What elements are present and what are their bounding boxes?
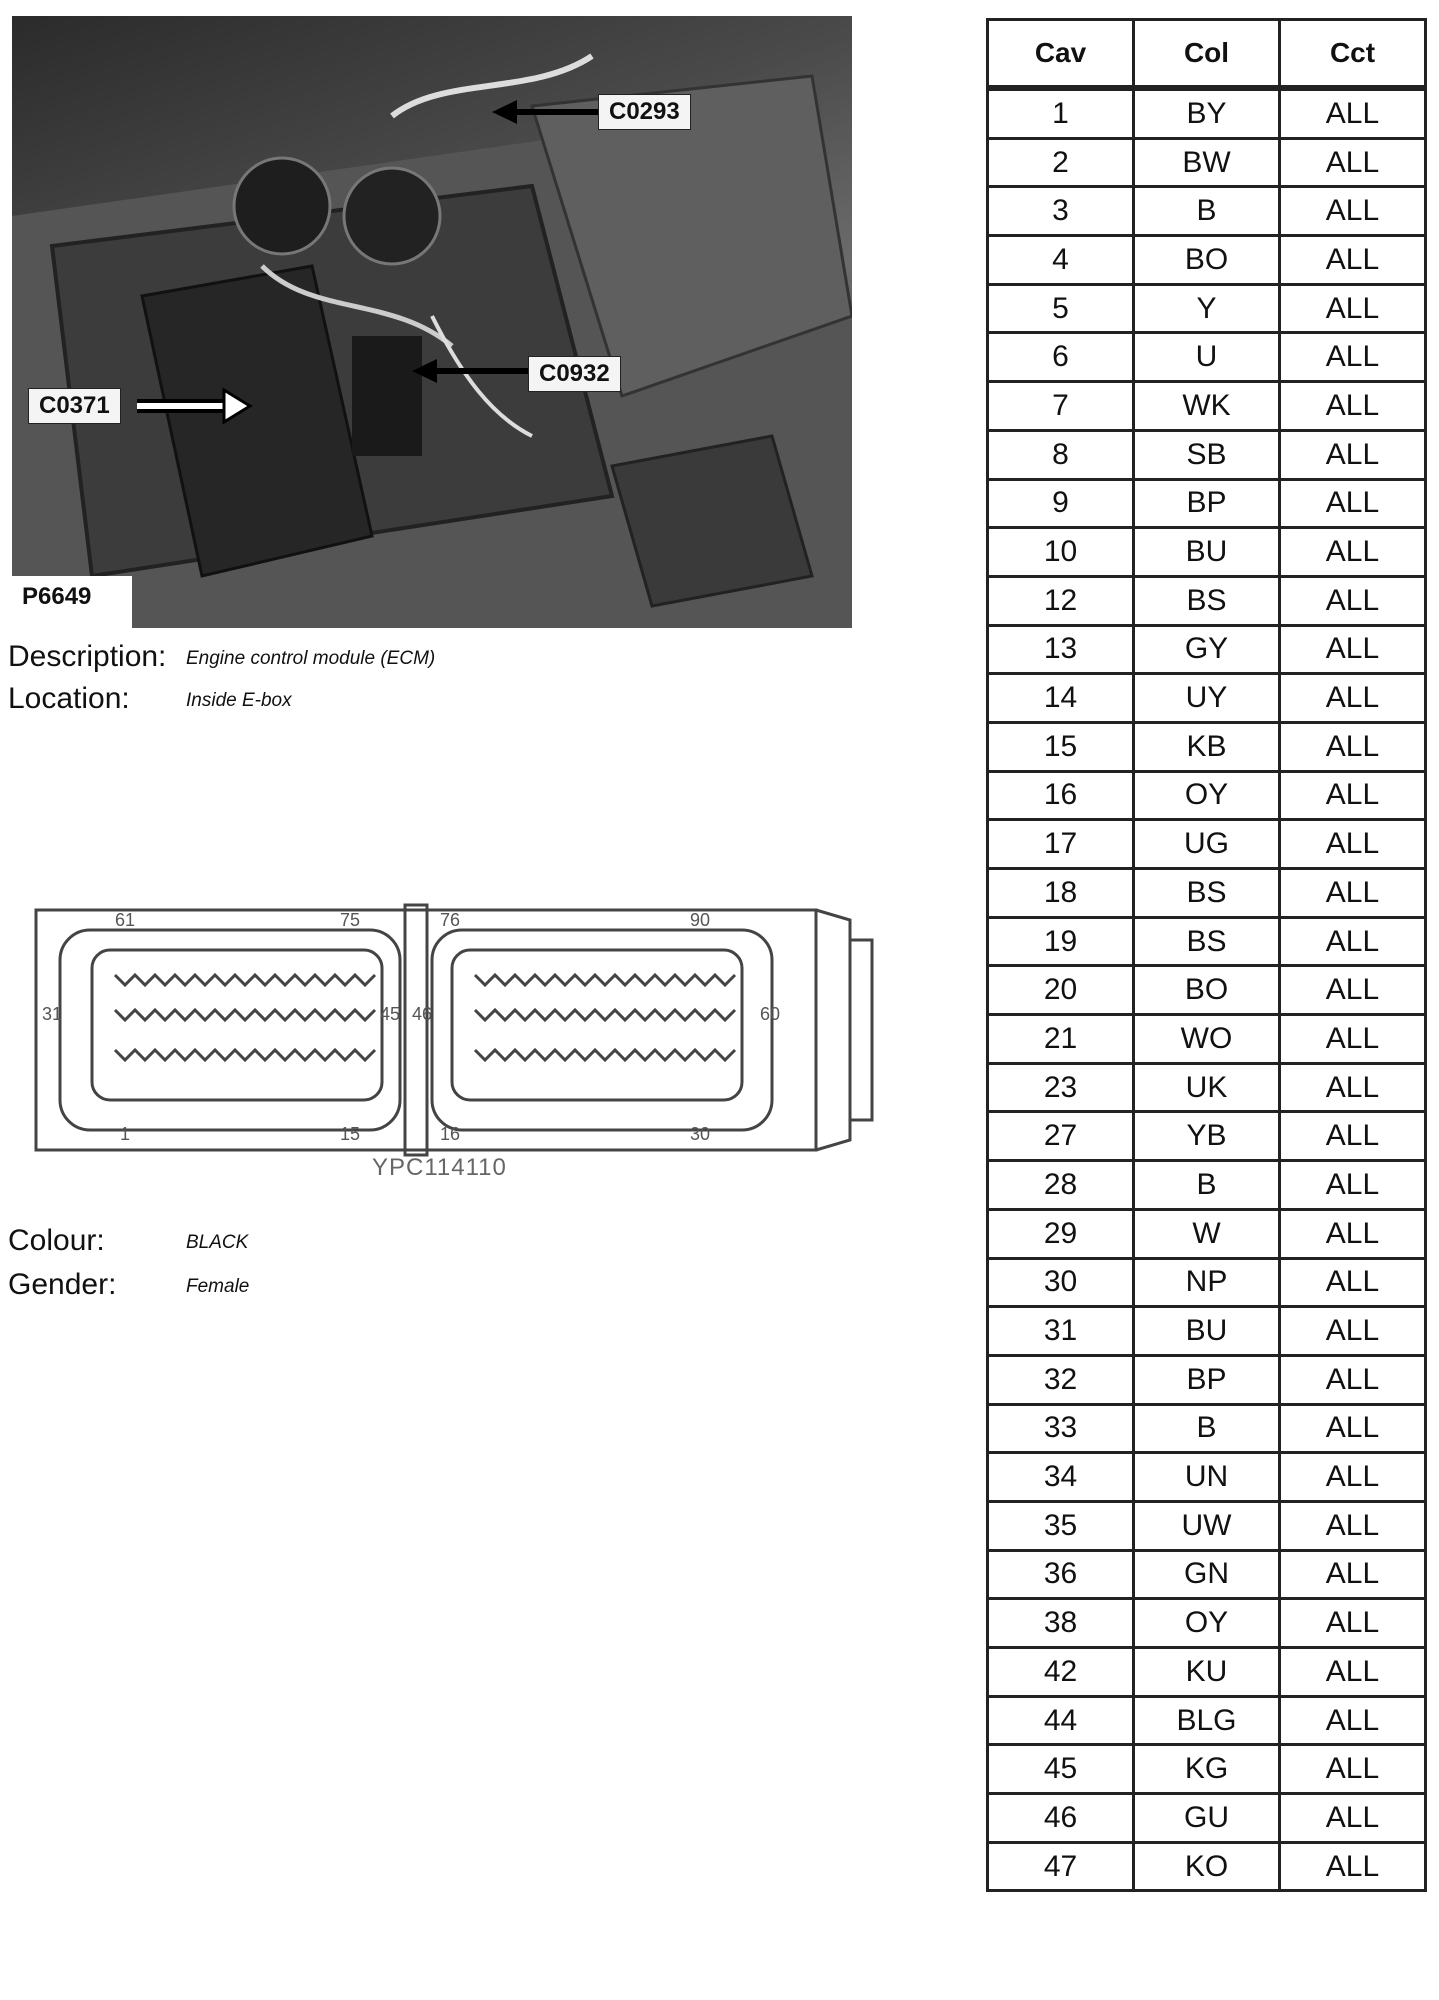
cell-col: WK	[1134, 382, 1280, 431]
cell-cct: ALL	[1280, 771, 1426, 820]
table-row	[988, 138, 1426, 187]
cell-cct: ALL	[1280, 1696, 1426, 1745]
pin-label-31: 31	[42, 1004, 63, 1024]
cell-col: BP	[1134, 1355, 1280, 1404]
cell-cct: ALL	[1280, 1501, 1426, 1550]
description-row	[8, 640, 436, 674]
cell-cct: ALL	[1280, 1404, 1426, 1453]
cell-cct: ALL	[1280, 1307, 1426, 1356]
cell-cav: 9	[988, 479, 1134, 528]
cell-cav: 20	[988, 966, 1134, 1015]
table-row	[988, 430, 1426, 479]
cell-col: BW	[1134, 138, 1280, 187]
cell-col: BO	[1134, 236, 1280, 285]
location-label: Location:	[8, 682, 130, 715]
cell-cct: ALL	[1280, 1161, 1426, 1210]
table-row	[988, 1501, 1426, 1550]
cell-cct: ALL	[1280, 820, 1426, 869]
left-pin-rows	[115, 975, 375, 1060]
table-row	[988, 1112, 1426, 1161]
cell-col: UY	[1134, 674, 1280, 723]
table-row	[988, 236, 1426, 285]
table-row	[988, 1696, 1426, 1745]
colour-label: Colour:	[8, 1224, 105, 1257]
header-cct: Cct	[1280, 20, 1426, 89]
table-row	[988, 284, 1426, 333]
ecm-photo-illustration	[12, 16, 852, 628]
cell-cav: 19	[988, 917, 1134, 966]
pin-label-30: 30	[690, 1124, 711, 1144]
cell-cct: ALL	[1280, 1112, 1426, 1161]
cell-cav: 33	[988, 1404, 1134, 1453]
cell-col: BS	[1134, 869, 1280, 918]
cell-cav: 2	[988, 138, 1134, 187]
cell-col: B	[1134, 187, 1280, 236]
pin-label-76: 76	[440, 910, 461, 930]
table-row	[988, 333, 1426, 382]
cell-cct: ALL	[1280, 1599, 1426, 1648]
cell-cav: 23	[988, 1063, 1134, 1112]
table-row	[988, 1404, 1426, 1453]
cell-col: YB	[1134, 1112, 1280, 1161]
cell-col: KB	[1134, 722, 1280, 771]
cell-cct: ALL	[1280, 284, 1426, 333]
cell-cav: 21	[988, 1015, 1134, 1064]
colour-value: BLACK	[186, 1232, 249, 1253]
cell-cct: ALL	[1280, 1063, 1426, 1112]
cell-col: KO	[1134, 1842, 1280, 1891]
table-row	[988, 1745, 1426, 1794]
cell-col: WO	[1134, 1015, 1280, 1064]
table-row	[988, 869, 1426, 918]
cell-col: GY	[1134, 625, 1280, 674]
table-row	[988, 1063, 1426, 1112]
cell-cav: 34	[988, 1453, 1134, 1502]
cell-cct: ALL	[1280, 966, 1426, 1015]
cell-cav: 28	[988, 1161, 1134, 1210]
part-code: YPC114110	[372, 1154, 507, 1181]
cell-cav: 31	[988, 1307, 1134, 1356]
cell-col: KG	[1134, 1745, 1280, 1794]
cell-col: UN	[1134, 1453, 1280, 1502]
cell-cav: 8	[988, 430, 1134, 479]
cell-cct: ALL	[1280, 1550, 1426, 1599]
table-row	[988, 1015, 1426, 1064]
table-row	[988, 1599, 1426, 1648]
table-row	[988, 479, 1426, 528]
cell-cct: ALL	[1280, 1258, 1426, 1307]
description-value: Engine control module (ECM)	[186, 648, 436, 669]
table-row	[988, 1453, 1426, 1502]
pin-label-61: 61	[115, 910, 136, 930]
header-cav: Cav	[988, 20, 1134, 89]
cell-cct: ALL	[1280, 917, 1426, 966]
cell-cct: ALL	[1280, 1648, 1426, 1697]
location-value: Inside E-box	[186, 690, 292, 711]
cell-cav: 47	[988, 1842, 1134, 1891]
table-row	[988, 528, 1426, 577]
pin-label-75: 75	[340, 910, 361, 930]
cell-col: Y	[1134, 284, 1280, 333]
cell-cct: ALL	[1280, 88, 1426, 138]
table-row	[988, 820, 1426, 869]
pin-label-16: 16	[440, 1124, 461, 1144]
cell-cav: 18	[988, 869, 1134, 918]
cell-cav: 46	[988, 1794, 1134, 1843]
table-row	[988, 1355, 1426, 1404]
cell-col: KU	[1134, 1648, 1280, 1697]
cell-col: BO	[1134, 966, 1280, 1015]
table-row	[988, 1258, 1426, 1307]
cell-col: BP	[1134, 479, 1280, 528]
cell-cct: ALL	[1280, 869, 1426, 918]
callout-c0371: C0371	[28, 388, 121, 424]
cell-cav: 1	[988, 88, 1134, 138]
cell-cct: ALL	[1280, 479, 1426, 528]
cell-col: GN	[1134, 1550, 1280, 1599]
cell-col: UK	[1134, 1063, 1280, 1112]
cell-col: U	[1134, 333, 1280, 382]
cell-col: NP	[1134, 1258, 1280, 1307]
cell-cct: ALL	[1280, 1015, 1426, 1064]
cell-cav: 45	[988, 1745, 1134, 1794]
gender-label: Gender:	[8, 1268, 117, 1301]
table-row	[988, 1209, 1426, 1258]
cell-cav: 15	[988, 722, 1134, 771]
pin-label-60: 60	[760, 1004, 781, 1024]
cell-cct: ALL	[1280, 1745, 1426, 1794]
table-body	[988, 88, 1426, 1891]
pin-label-15: 15	[340, 1124, 361, 1144]
cell-cct: ALL	[1280, 382, 1426, 431]
cell-cav: 44	[988, 1696, 1134, 1745]
cell-cav: 7	[988, 382, 1134, 431]
cell-col: BU	[1134, 528, 1280, 577]
header-col: Col	[1134, 20, 1280, 89]
cell-cct: ALL	[1280, 333, 1426, 382]
cell-col: UG	[1134, 820, 1280, 869]
table-row	[988, 917, 1426, 966]
description-label: Description:	[8, 640, 167, 673]
cell-cct: ALL	[1280, 576, 1426, 625]
table-row	[988, 1550, 1426, 1599]
cell-cct: ALL	[1280, 430, 1426, 479]
cell-cct: ALL	[1280, 1209, 1426, 1258]
cell-cct: ALL	[1280, 1355, 1426, 1404]
cell-cav: 38	[988, 1599, 1134, 1648]
cell-cav: 27	[988, 1112, 1134, 1161]
cell-cav: 6	[988, 333, 1134, 382]
pin-label-46: 46	[412, 1004, 433, 1024]
cell-cav: 17	[988, 820, 1134, 869]
cell-cav: 32	[988, 1355, 1134, 1404]
cell-col: BY	[1134, 88, 1280, 138]
table-row	[988, 88, 1426, 138]
cell-cav: 14	[988, 674, 1134, 723]
table-row	[988, 1794, 1426, 1843]
cell-col: B	[1134, 1161, 1280, 1210]
table-row	[988, 1307, 1426, 1356]
cell-cct: ALL	[1280, 1842, 1426, 1891]
cell-cct: ALL	[1280, 674, 1426, 723]
table-row	[988, 1842, 1426, 1891]
cell-col: GU	[1134, 1794, 1280, 1843]
cell-col: OY	[1134, 1599, 1280, 1648]
callout-c0293: C0293	[598, 94, 691, 130]
cell-cct: ALL	[1280, 625, 1426, 674]
pin-label-45: 45	[380, 1004, 401, 1024]
table-row	[988, 674, 1426, 723]
pin-label-1: 1	[120, 1124, 131, 1144]
cell-cav: 12	[988, 576, 1134, 625]
cell-col: BLG	[1134, 1696, 1280, 1745]
table-row	[988, 625, 1426, 674]
right-pin-rows	[475, 975, 735, 1060]
cell-col: BS	[1134, 576, 1280, 625]
cell-cav: 42	[988, 1648, 1134, 1697]
cell-cct: ALL	[1280, 1453, 1426, 1502]
cell-cct: ALL	[1280, 722, 1426, 771]
callout-c0932: C0932	[528, 356, 621, 392]
colour-row	[8, 1224, 249, 1258]
cell-cct: ALL	[1280, 528, 1426, 577]
photo-id: P6649	[22, 583, 92, 610]
cavity-table	[986, 18, 1427, 1892]
cell-col: W	[1134, 1209, 1280, 1258]
cell-col: SB	[1134, 430, 1280, 479]
cell-cct: ALL	[1280, 236, 1426, 285]
cell-col: BU	[1134, 1307, 1280, 1356]
cell-cav: 36	[988, 1550, 1134, 1599]
location-row	[8, 682, 292, 716]
table-row	[988, 722, 1426, 771]
cell-col: UW	[1134, 1501, 1280, 1550]
cell-cav: 3	[988, 187, 1134, 236]
table-row	[988, 966, 1426, 1015]
table-row	[988, 187, 1426, 236]
cell-col: OY	[1134, 771, 1280, 820]
table-row	[988, 771, 1426, 820]
cell-cav: 30	[988, 1258, 1134, 1307]
table-row	[988, 1161, 1426, 1210]
cell-col: B	[1134, 1404, 1280, 1453]
cell-cav: 16	[988, 771, 1134, 820]
table-row	[988, 1648, 1426, 1697]
cell-cav: 10	[988, 528, 1134, 577]
cell-cct: ALL	[1280, 1794, 1426, 1843]
table-row	[988, 576, 1426, 625]
ecm-location-photo	[12, 16, 852, 628]
gender-row	[8, 1268, 250, 1302]
cell-cav: 4	[988, 236, 1134, 285]
cell-col: BS	[1134, 917, 1280, 966]
gender-value: Female	[186, 1276, 250, 1297]
cell-cav: 29	[988, 1209, 1134, 1258]
cell-cct: ALL	[1280, 187, 1426, 236]
cell-cct: ALL	[1280, 138, 1426, 187]
cell-cav: 5	[988, 284, 1134, 333]
table-row	[988, 382, 1426, 431]
cell-cav: 35	[988, 1501, 1134, 1550]
table-header-row	[988, 20, 1426, 89]
cell-cav: 13	[988, 625, 1134, 674]
pin-label-90: 90	[690, 910, 711, 930]
connector-face-diagram	[20, 890, 880, 1190]
